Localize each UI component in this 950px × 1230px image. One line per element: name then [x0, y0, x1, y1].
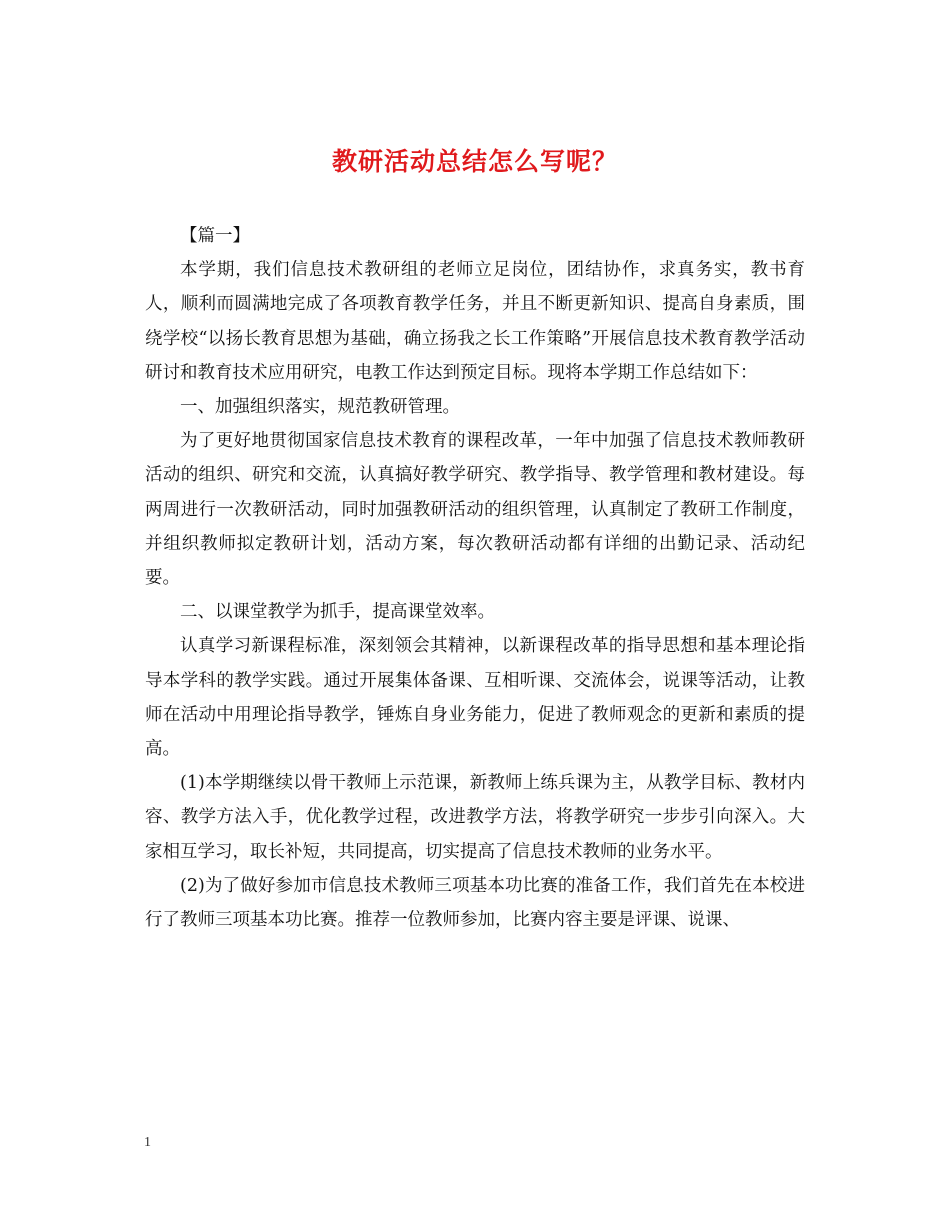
paragraph-organization: 为了更好地贯彻国家信息技术教育的课程改革，一年中加强了信息技术教师教研活动的组织、研究和交流，认真搞好教学研究、教学指导、教学管理和教材建设。每两周进行一次教研活动，同时加强教研活动的组织管理，认真制定了教研工作制度，并组织教师拟定教研计划，活动方案，每次教研活动都有详细的出勤记录、活动纪要。	[145, 431, 805, 589]
paragraph-intro: 本学期，我们信息技术教研组的老师立足岗位，团结协作，求真务实，教书育人，顺利而圆满地完成了各项教育教学任务，并且不断更新知识、提高自身素质，围绕学校“以扬长教育思想为基础，确立扬我之长工作策略”开展信息技术教育教学活动研讨和教育技术应用研究，电教工作达到预定目标。现将本学期工作总结如下：	[145, 260, 805, 383]
section-heading-1: 一、加强组织落实，规范教研管理。	[180, 397, 460, 418]
document-title: 教研活动总结怎么写呢？	[331, 147, 618, 176]
paragraph-curriculum: 认真学习新课程标准，深刻领会其精神，以新课程改革的指导思想和基本理论指导本学科的教学实践。通过开展集体备课、互相听课、交流体会，说课等活动，让教师在活动中用理论指导教学，锤炼自身业务能力，促进了教师观念的更新和素质的提高。	[145, 636, 805, 760]
paragraph-item-1: (1)本学期继续以骨干教师上示范课，新教师上练兵课为主，从教学目标、教材内容、教学方法入手，优化教学过程，改进教学方法，将教学研究一步步引向深入。大家相互学习，取长补短，共同提高，切实提高了信息技术教师的业务水平。	[145, 773, 805, 862]
document-body	[145, 219, 805, 937]
page-number: 1	[144, 1135, 151, 1150]
section-heading-2: 二、以课堂教学为抓手，提高课堂效率。	[180, 602, 495, 623]
paragraph-item-2: (2)为了做好参加市信息技术教师三项基本功比赛的准备工作，我们首先在本校进行了教师三项基本功比赛。推荐一位教师参加，比赛内容主要是评课、说课、	[145, 875, 805, 931]
section-heading-part-one: 【篇一】	[180, 226, 250, 246]
